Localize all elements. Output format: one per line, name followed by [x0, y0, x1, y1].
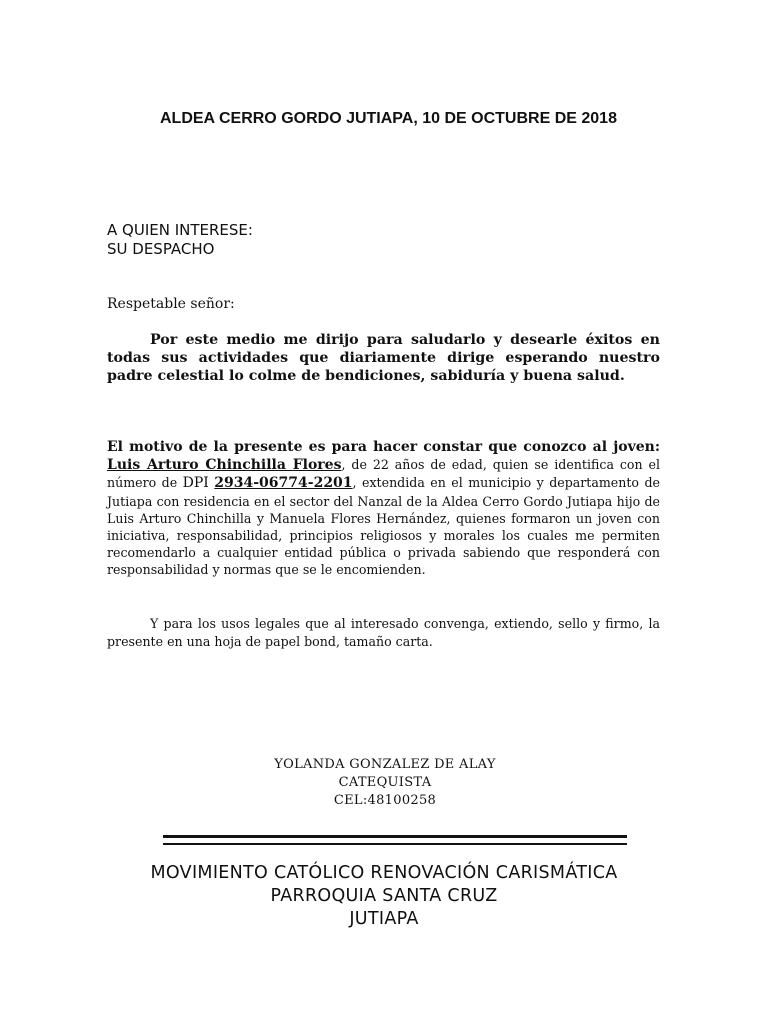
- signer-name: YOLANDA GONZALEZ DE ALAY: [274, 757, 496, 772]
- letter-date-heading: ALDEA CERRO GORDO JUTIAPA, 10 DE OCTUBRE DE 2018: [160, 110, 617, 127]
- greeting-paragraph: [107, 331, 660, 385]
- signer-role: CATEQUISTA: [338, 775, 432, 790]
- closing-paragraph-text: Y para los usos legales que al interesado convenga, extiendo, sello y firmo, la presente en una hoja de papel bond, tamaño carta.: [107, 616, 660, 649]
- addressee-line: SU DESPACHO: [107, 240, 215, 258]
- purpose-paragraph: [107, 438, 660, 579]
- purpose-lead-text: El motivo de la presente es para hacer constar que conozco al joven:: [107, 439, 660, 455]
- city-name: JUTIAPA: [349, 909, 419, 929]
- salutation: Respetable señor:: [107, 296, 235, 312]
- greeting-paragraph-text: Por este medio me dirijo para saludarlo y desearle éxitos en todas sus actividades que diariamente dirige esperando nuestro padre celestial lo colme de bendiciones, sabiduría y buena salud.: [107, 332, 660, 384]
- closing-paragraph: [107, 615, 660, 651]
- signer-phone: CEL:48100258: [333, 793, 437, 808]
- purpose-text: , de 22 años de edad, quien se identifica con el número de: [107, 457, 660, 491]
- divider-line: [163, 835, 627, 838]
- dpi-label: DPI: [182, 475, 209, 492]
- organization-name: MOVIMIENTO CATÓLICO RENOVACIÓN CARISMÁTICA: [150, 863, 618, 883]
- candidate-name: Luis Arturo Chinchilla Flores: [107, 457, 342, 474]
- dpi-number: 2934-06774-2201: [214, 475, 353, 492]
- purpose-text: , extendida en el municipio y departamento de Jutiapa con residencia en el sector del Nanzal de la Aldea Cerro Gordo Jutiapa hijo de Luis Arturo Chinchilla y Manuela Flores Hernández, quienes formaron un joven con iniciativa, responsabilidad, principios religiosos y morales los cuales me permiten recomendarlo a cualquier entidad pública o privada sabiendo que responderá con responsabilidad y normas que se le encomienden.: [107, 475, 660, 578]
- addressee-line: A QUIEN INTERESE:: [107, 221, 253, 239]
- parish-name: PARROQUIA SANTA CRUZ: [270, 886, 498, 906]
- divider-line: [163, 843, 627, 845]
